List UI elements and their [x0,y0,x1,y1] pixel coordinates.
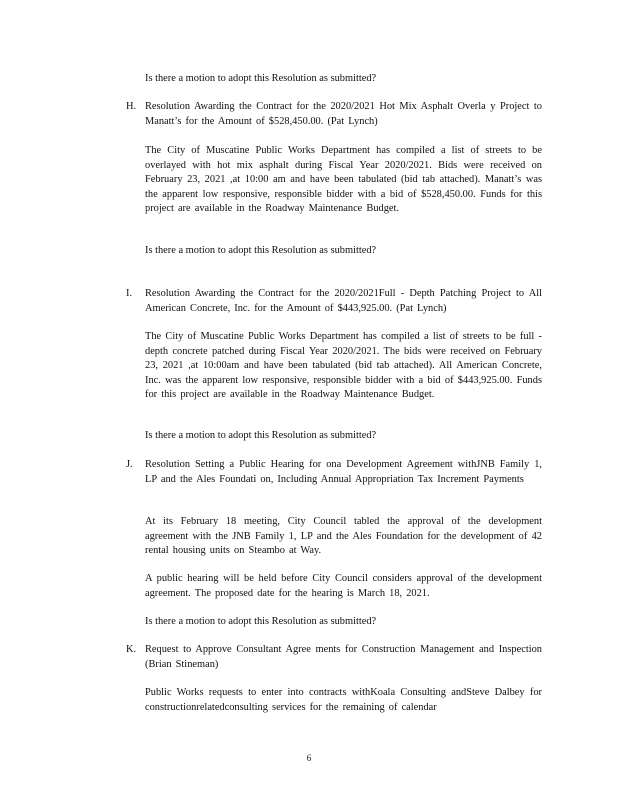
item-title: Resolution Setting a Public Hearing for ona Development Agreement withJNB Family 1, LP and the Ales Foundati on, Including Annual Appropriation Tax Increment Payments [145,459,542,485]
item-paragraph: At its February 18 meeting, City Council tabled the approval of the development agreement with the JNB Family 1, LP and the Ales Foundation for the development of 42 rental housing units on Steambo at Way. [145,516,542,557]
page-number: 6 [306,753,312,763]
motion-question: Is there a motion to adopt this Resolution as submitted? [145,245,377,256]
motion-question: Is there a motion to adopt this Resolution as submitted? [145,430,377,441]
item-paragraph: The City of Muscatine Public Works Department has compiled a list of streets to be full -depth concrete patched during Fiscal Year 2020/2021. The bids were received on February 23, 2021 ,at 10:00am and have been tabulated (bid tab attached). All American Concrete, Inc. was the apparent low responsive, responsible bidder with a bid of $443,925.00. Funds for this project are available in the Roadway Maintenance Budget. [145,331,542,401]
motion-question: Is there a motion to adopt this Resolution as submitted? [145,73,377,84]
item-title: Request to Approve Consultant Agree ments for Construction Management and Inspection (Brian Stineman) [145,644,542,670]
item-letter: K. [126,644,137,655]
item-paragraph: A public hearing will be held before City Council considers approval of the development agreement. The proposed date for the hearing is March 18, 2021. [145,573,542,599]
item-title: Resolution Awarding the Contract for the 2020/2021 Hot Mix Asphalt Overla y Project to Manatt’s for the Amount of $528,450.00. (Pat Lynch) [145,101,542,127]
item-title: Resolution Awarding the Contract for the 2020/2021Full - Depth Patching Project to All American Concrete, Inc. for the Amount of $443,925.00. (Pat Lynch) [145,288,542,314]
item-letter: H. [126,101,137,112]
item-letter: J. [126,459,133,470]
item-paragraph: The City of Muscatine Public Works Department has compiled a list of streets to be overlayed with hot mix asphalt during Fiscal Year 2020/2021. Bids were received on February 23, 2021 ,at 10:00 am and have been tabulated (bid tab attached). Manatt’s was the apparent low responsive, responsible bidder with a bid of $528,450.00. Funds for this project are available in the Roadway Maintenance Budget. [145,145,542,215]
item-paragraph: Public Works requests to enter into contracts withKoala Consulting andSteve Dalbey for constructionrelatedconsulting services for the remaining of calendar [145,687,542,713]
item-letter: I. [126,288,133,299]
motion-question: Is there a motion to adopt this Resolution as submitted? [145,616,377,627]
